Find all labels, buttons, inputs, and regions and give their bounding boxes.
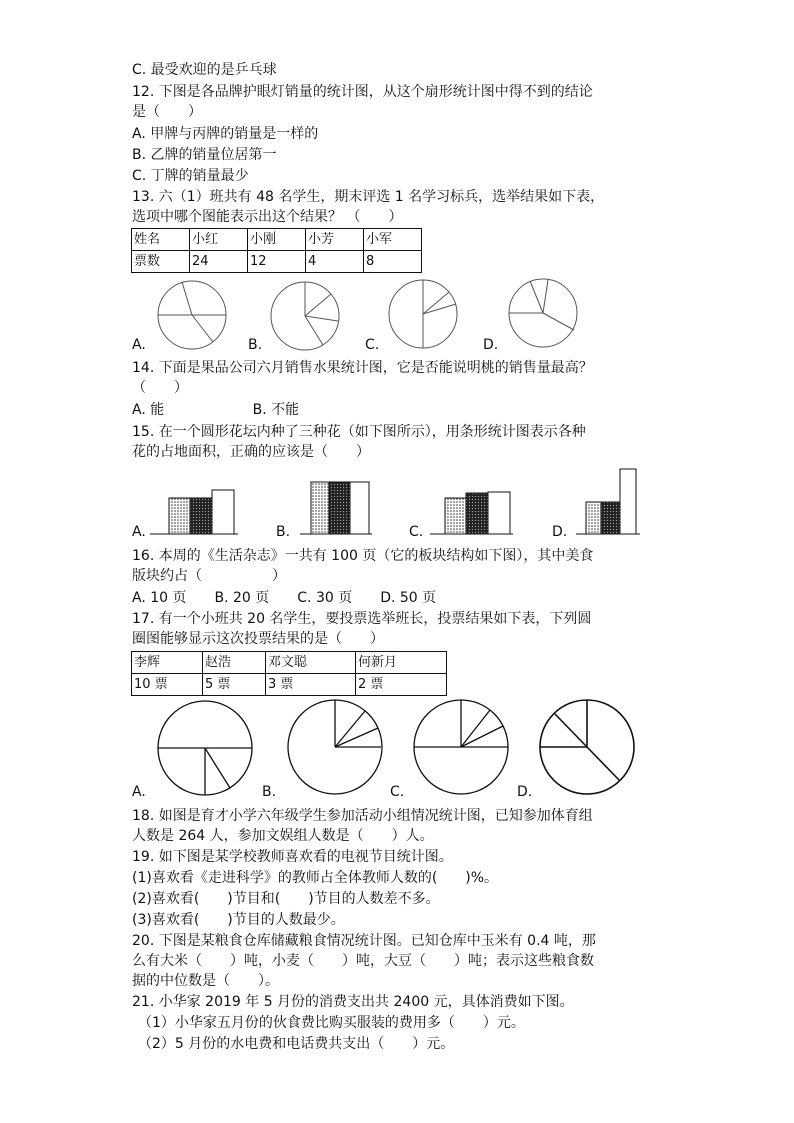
pie-option-c <box>389 280 457 348</box>
question-20-text-end: 据的中位数是（ ）。 <box>132 973 279 989</box>
question-12-option-c: C. 丁牌的销量最少 <box>132 168 249 184</box>
option-label-b: B. <box>248 337 263 353</box>
pie-option-b <box>288 700 382 794</box>
bar-option-b <box>300 482 372 534</box>
question-12-text-cont: 是（ ） <box>132 104 202 120</box>
question-21-part-2: （2）5 月份的水电费和电话费共支出（ ）元。 <box>138 1036 455 1052</box>
question-21-text: 21. 小华家 2019 年 5 月份的消费支出共 2400 元，具体消费如下图。 <box>132 994 574 1010</box>
table-cell: 何新月 <box>356 652 447 674</box>
question-12-option-a: A. 甲牌与丙牌的销量是一样的 <box>132 126 319 142</box>
table-cell: 10 票 <box>132 674 203 696</box>
table-cell: 小红 <box>190 229 248 251</box>
pie-option-d <box>540 700 634 794</box>
table-cell: 4 <box>306 251 364 273</box>
question-15-text: 15. 在一个圆形花坛内种了三种花（如下图所示），用条形统计图表示各种 <box>132 424 586 440</box>
question-14-text-cont: （ ） <box>132 380 188 396</box>
question-12-option-b: B. 乙牌的销量位居第一 <box>132 147 277 163</box>
question-13-text: 13. 六（1）班共有 48 名学生，期末评选 1 名学习标兵，选举结果如下表， <box>132 189 605 205</box>
pie-option-b <box>271 282 339 350</box>
question-16-text-cont: 版块约占（ ） <box>132 568 286 584</box>
option-label-b: B. <box>276 524 291 540</box>
question-17-text-cont: 圈图能够显示这次投票结果的是（ ） <box>132 631 384 647</box>
table-cell: 5 票 <box>203 674 266 696</box>
option-label-a: A. <box>132 337 146 353</box>
table-cell: 8 <box>364 251 422 273</box>
table-cell: 小芳 <box>306 229 364 251</box>
table-cell: 票数 <box>132 251 190 273</box>
option-label-d: D. <box>552 524 568 540</box>
option-label-d: D. <box>483 337 499 353</box>
question-21-part-1: （1）小华家五月份的伙食费比购买服装的费用多（ ）元。 <box>138 1015 525 1031</box>
question-12-text: 12. 下图是各品牌护眼灯销量的统计图，从这个扇形统计图中得不到的结论 <box>132 84 593 100</box>
table-cell: 2 票 <box>356 674 447 696</box>
table-cell: 姓名 <box>132 229 190 251</box>
pie-option-d <box>509 279 577 347</box>
table-cell: 赵浩 <box>203 652 266 674</box>
option-label-b: B. <box>262 784 277 800</box>
option-label-a: A. <box>132 524 146 540</box>
option-label-d: D. <box>517 784 533 800</box>
question-16-options: A. 10 页 B. 20 页 C. 30 页 D. 50 页 <box>132 590 437 606</box>
option-line: C. 最受欢迎的是乒乓球 <box>132 62 277 78</box>
question-14-options: A. 能 B. 不能 <box>132 402 300 418</box>
question-19-part-3: (3)喜欢看( )节目的人数最少。 <box>132 912 345 928</box>
option-label-a: A. <box>132 784 146 800</box>
table-cell: 小军 <box>364 229 422 251</box>
question-18-text-cont: 人数是 264 人，参加文娱组人数是（ ）人。 <box>132 828 434 844</box>
question-20-text: 20. 下图是某粮食仓库储藏粮食情况统计图。已知仓库中玉米有 0.4 吨，那 <box>132 933 596 949</box>
question-17-text: 17. 有一个小班共 20 名学生，要投票选举班长，投票结果如下表，下列圆 <box>132 611 592 627</box>
bar-option-d <box>576 469 640 534</box>
table-cell: 邓文聪 <box>266 652 356 674</box>
question-14-text: 14. 下面是果品公司六月销售水果统计图，它是否能说明桃的销售量最高？ <box>132 360 593 376</box>
table-cell: 李辉 <box>132 652 203 674</box>
option-label-c: C. <box>365 337 380 353</box>
question-19-text: 19. 如下图是某学校教师喜欢看的电视节目统计图。 <box>132 849 453 865</box>
option-label-c: C. <box>409 524 424 540</box>
question-18-text: 18. 如图是育才小学六年级学生参加活动小组情况统计图，已知参加体育组 <box>132 808 593 824</box>
pie-option-a <box>158 701 252 795</box>
question-19-part-2: (2)喜欢看( )节目和( )节目的人数差不多。 <box>132 891 440 907</box>
option-label-c: C. <box>390 784 405 800</box>
question-20-text-cont: 么有大米（ ）吨，小麦（ ）吨，大豆（ ）吨；表示这些粮食数 <box>132 953 594 969</box>
question-13-text-cont: 选项中哪个图能表示出这个结果？ （ ） <box>132 209 403 225</box>
pie-option-c <box>414 700 508 794</box>
question-16-text: 16. 本周的《生活杂志》一共有 100 页（它的板块结构如下图），其中美食 <box>132 548 594 564</box>
bar-option-c <box>430 492 513 534</box>
table-cell: 小刚 <box>248 229 306 251</box>
table-cell: 3 票 <box>266 674 356 696</box>
table-cell: 12 <box>248 251 306 273</box>
pie-option-a <box>158 281 226 349</box>
bar-option-a <box>150 490 238 534</box>
question-19-part-1: (1)喜欢看《走进科学》的教师占全体教师人数的( )%。 <box>132 870 499 886</box>
table-cell: 24 <box>190 251 248 273</box>
question-15-text-cont: 花的占地面积，正确的应该是（ ） <box>132 444 370 460</box>
